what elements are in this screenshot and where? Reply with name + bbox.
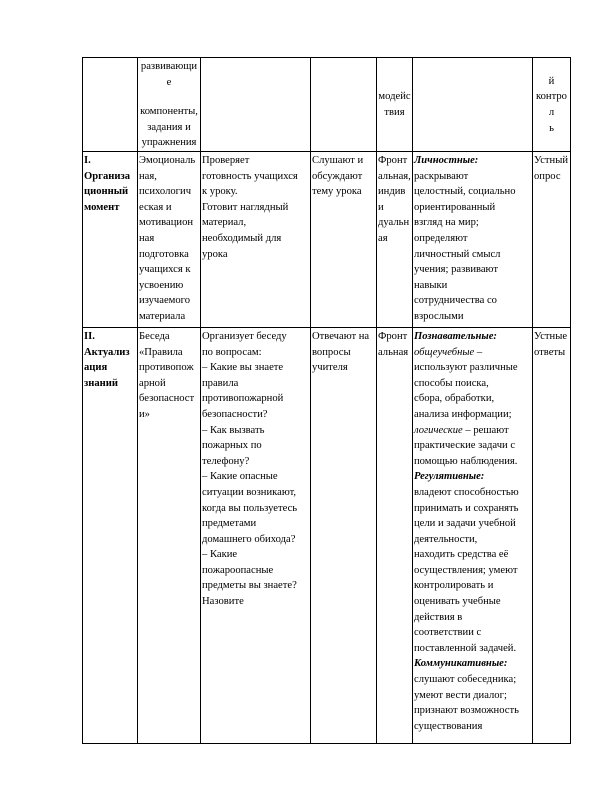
text-line: противопожарной <box>202 393 284 405</box>
text-line: деятельности, <box>414 533 478 545</box>
text-line: учения; развивают <box>414 264 498 276</box>
text-line: слушают собеседника; <box>414 674 517 686</box>
text-line: домашнего обихода? <box>202 533 296 545</box>
text-line: ориентированный <box>414 201 496 213</box>
header-components-line: компоненты, <box>140 106 198 118</box>
text-line: используют различные <box>414 362 518 374</box>
text-fragment: – решают <box>462 424 509 436</box>
text-line: – Какие опасные <box>202 471 278 483</box>
text-line <box>414 345 531 361</box>
header-students-cell <box>311 58 377 152</box>
text-line: арной <box>139 377 166 389</box>
header-control-line: ь <box>549 122 554 134</box>
text-line: ситуации возникают, <box>202 486 297 498</box>
stage-line: Актуализ <box>84 346 130 358</box>
table-row <box>83 151 571 327</box>
text-line: когда вы пользуетесь <box>202 502 298 514</box>
text-fragment: – <box>474 346 483 358</box>
students-cell <box>311 327 377 743</box>
header-components-top: развивающие <box>140 61 198 88</box>
text-line: индиви <box>378 186 406 213</box>
text-line: ная <box>139 232 155 244</box>
uud-heading: Личностные: <box>414 154 479 166</box>
text-line: правила <box>202 377 239 389</box>
stage-line: II. <box>84 330 95 342</box>
header-uud-cell <box>413 58 533 152</box>
text-line: материала <box>139 310 186 322</box>
stage-cell <box>83 151 138 327</box>
stage-line: момент <box>84 201 120 213</box>
text-line <box>414 423 531 439</box>
text-line: признают возможность <box>414 705 519 717</box>
text-line: вопросы <box>312 346 351 358</box>
text-line: и» <box>139 408 150 420</box>
uud-subheading: общеучебные <box>414 346 475 358</box>
header-form-line: модейс <box>378 91 411 103</box>
text-line: безопасност <box>139 393 195 405</box>
text-line: поставленной задачей. <box>414 642 517 654</box>
text-line: предметы вы знаете? <box>202 580 297 592</box>
text-line: сбора, обработки, <box>414 393 495 405</box>
control-cell <box>533 327 571 743</box>
text-line: навыки <box>414 279 448 291</box>
text-line: Устный <box>534 154 569 166</box>
text-line: усвоению <box>139 279 184 291</box>
text-line: способы поиска, <box>414 377 489 389</box>
text-line: осуществления; умеют <box>414 564 518 576</box>
stage-cell <box>83 327 138 743</box>
text-line: целостный, социально <box>414 186 516 198</box>
text-line: принимать и сохранять <box>414 502 519 514</box>
text-line: по вопросам: <box>202 346 262 358</box>
text-line: материал, <box>202 217 247 229</box>
table-row <box>83 327 571 743</box>
text-line: обсуждают <box>312 170 363 182</box>
text-line: – Какие <box>202 549 238 561</box>
uud-cell <box>413 327 533 743</box>
header-control-line: контрол <box>536 91 567 118</box>
text-line: определяют <box>414 232 468 244</box>
text-line: альная, <box>378 170 411 182</box>
stage-line: знаний <box>84 377 118 389</box>
text-line: еская и <box>139 201 172 213</box>
text-line: существования <box>414 720 483 732</box>
components-cell <box>138 151 201 327</box>
text-line: умеют вести диалог; <box>414 689 507 701</box>
text-line: соответствии с <box>414 627 482 639</box>
text-line: раскрывают <box>414 170 469 182</box>
text-line: Проверяет <box>202 154 250 166</box>
text-line: урока <box>202 248 228 260</box>
header-teacher-cell <box>201 58 311 152</box>
text-line: ответы <box>534 346 566 358</box>
header-row <box>83 58 571 152</box>
header-form-cell <box>377 58 413 152</box>
text-line: Готовит наглядный <box>202 201 289 213</box>
text-line: Отвечают на <box>312 330 370 342</box>
text-line: личностный смысл <box>414 248 501 260</box>
header-components-cell <box>138 58 201 152</box>
uud-subheading: логические <box>414 424 463 436</box>
text-line: «Правила <box>139 346 183 358</box>
text-line: практические задачи с <box>414 440 516 452</box>
teacher-cell <box>201 151 311 327</box>
header-control-line: й <box>548 75 555 87</box>
text-line: альная <box>378 346 409 358</box>
text-line: цели и задачи учебной <box>414 518 516 530</box>
text-line: опрос <box>534 170 561 182</box>
form-cell <box>377 327 413 743</box>
text-line: предметами <box>202 518 257 530</box>
text-line: к уроку. <box>202 186 238 198</box>
text-line: Слушают и <box>312 154 364 166</box>
header-form-line: твия <box>384 106 405 118</box>
stage-line: ционный <box>84 186 129 198</box>
text-line: пожарных по <box>202 440 262 452</box>
teacher-cell <box>201 327 311 743</box>
lesson-plan-table <box>82 57 571 744</box>
text-line: дуальн <box>378 217 410 229</box>
text-line: анализа информации; <box>414 408 512 420</box>
text-line: психологич <box>139 186 192 198</box>
students-cell <box>311 151 377 327</box>
text-line: Фронт <box>378 154 408 166</box>
text-line: тему урока <box>312 186 362 198</box>
text-line: изучаемого <box>139 295 191 307</box>
text-line: ая <box>378 232 388 244</box>
text-line: контролировать и <box>414 580 494 592</box>
text-line: Фронт <box>378 330 408 342</box>
header-control-cell <box>533 58 571 152</box>
form-cell <box>377 151 413 327</box>
text-line: взрослыми <box>414 310 464 322</box>
text-line: помощью наблюдения. <box>414 455 518 467</box>
text-line: – Как вызвать <box>202 424 265 436</box>
text-line: Устные <box>534 330 568 342</box>
text-line: необходимый для <box>202 232 282 244</box>
text-line: подготовка <box>139 248 189 260</box>
text-line: владеют способностью <box>414 486 519 498</box>
text-line: – Какие вы знаете <box>202 362 284 374</box>
text-line: учащихся к <box>139 264 191 276</box>
text-line: сотрудничества со <box>414 295 497 307</box>
components-cell <box>138 327 201 743</box>
control-cell <box>533 151 571 327</box>
text-line: взгляд на мир; <box>414 217 479 229</box>
text-line: Назовите <box>202 596 244 608</box>
text-line: безопасности? <box>202 408 268 420</box>
uud-heading: Коммуникативные: <box>414 658 508 670</box>
text-line: находить средства её <box>414 549 509 561</box>
stage-line: ация <box>84 362 108 374</box>
header-stage-cell <box>83 58 138 152</box>
uud-heading: Регулятивные: <box>414 471 485 483</box>
stage-line: I. <box>84 154 91 166</box>
text-line: ная, <box>139 170 157 182</box>
text-line: Беседа <box>139 330 170 342</box>
header-components-line: упражнения <box>141 137 197 149</box>
uud-cell <box>413 151 533 327</box>
text-line: противопож <box>139 362 194 374</box>
text-line: оценивать учебные <box>414 596 501 608</box>
text-line: действия в <box>414 611 463 623</box>
uud-heading: Познавательные: <box>414 330 497 342</box>
text-line: пожароопасные <box>202 564 274 576</box>
header-components-line: задания и <box>147 121 191 133</box>
text-line: учителя <box>312 362 348 374</box>
text-line: телефону? <box>202 455 250 467</box>
text-line: мотивацион <box>139 217 194 229</box>
text-line: Организует беседу <box>202 330 287 342</box>
text-line: Эмоциональ <box>139 154 196 166</box>
stage-line: Организа <box>84 170 131 182</box>
text-line: готовность учащихся <box>202 170 298 182</box>
